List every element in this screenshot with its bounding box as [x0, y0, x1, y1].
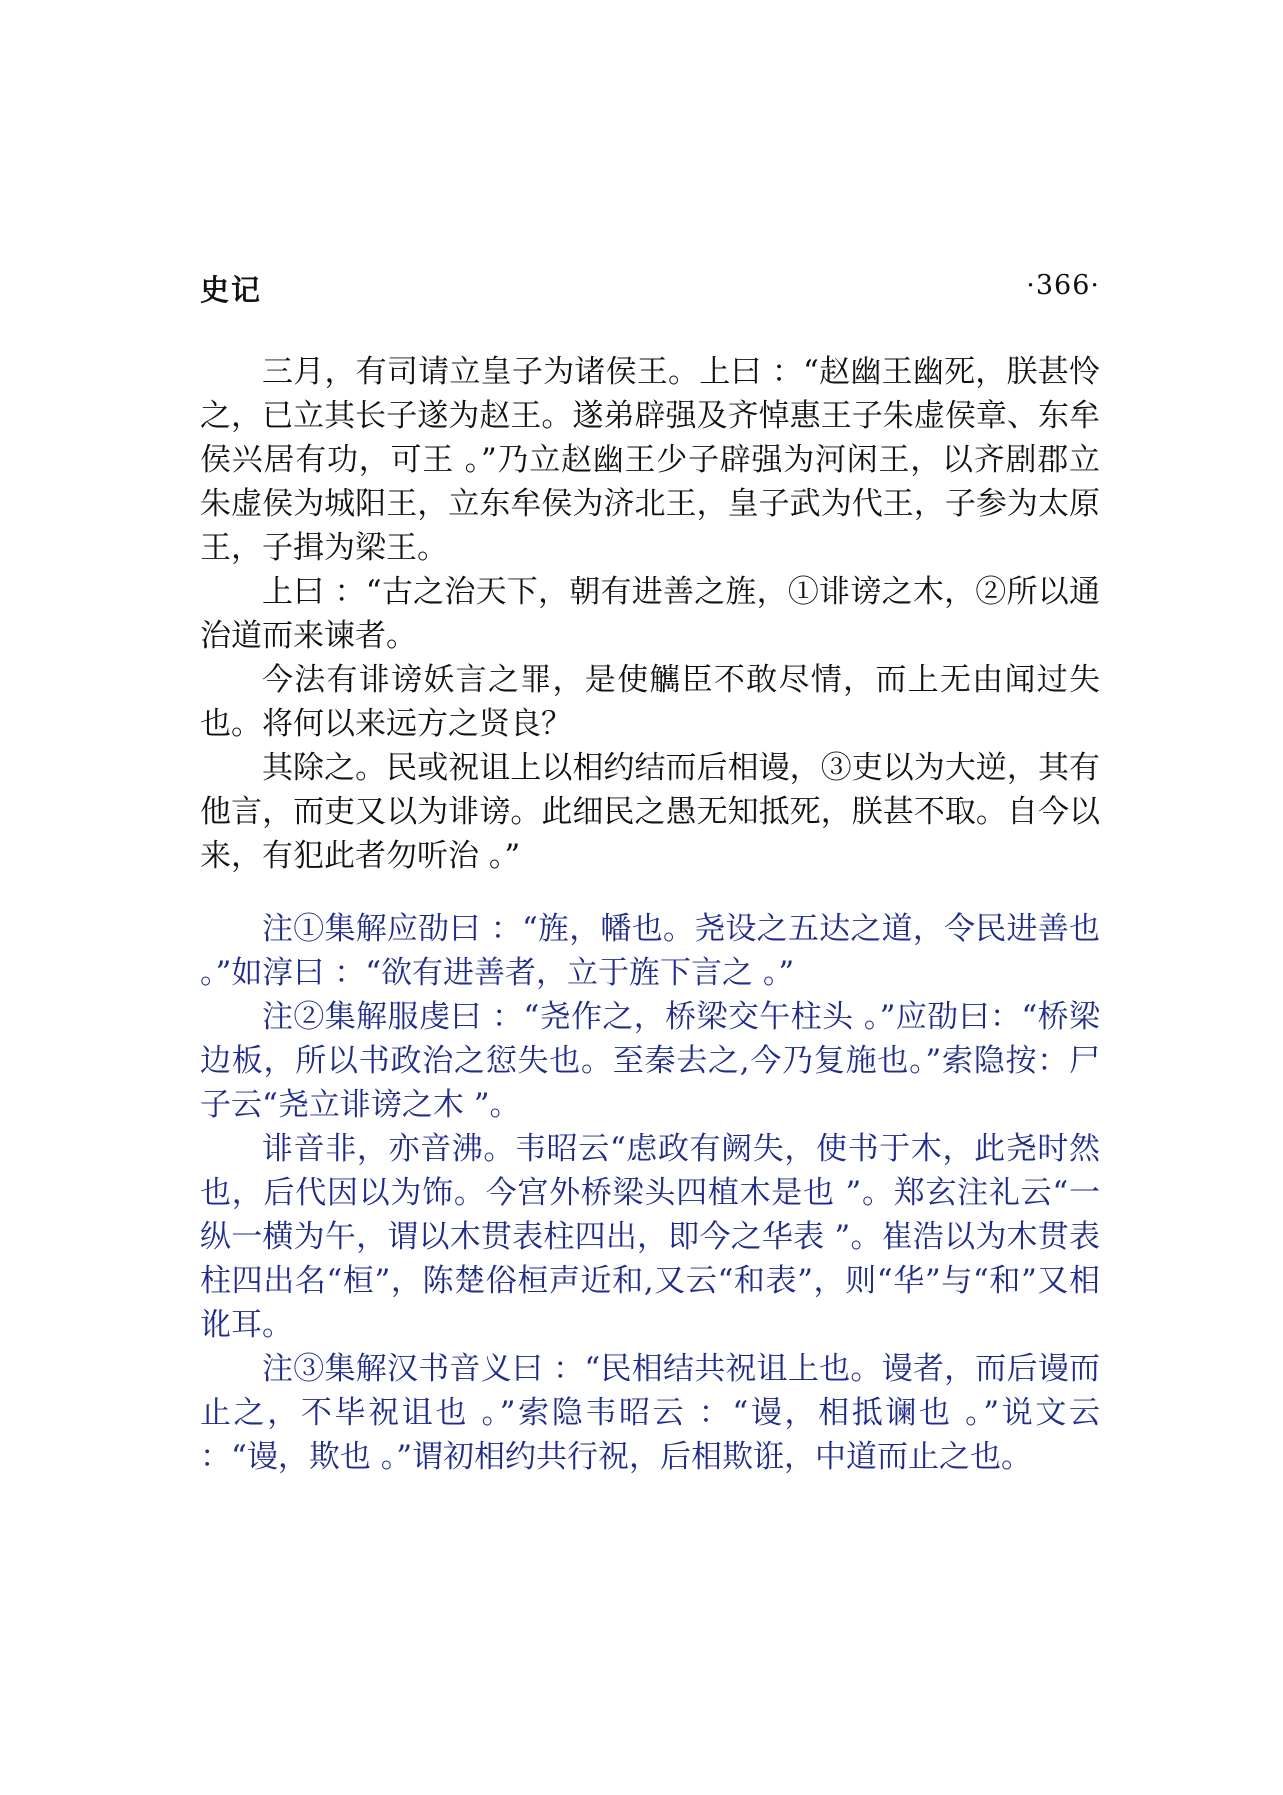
main-paragraph: 其除之。民或祝诅上以相约结而后相谩，③吏以为大逆，其有他言，而吏又以为诽谤。此细民之愚无知抵死，朕甚不取。自今以来，有犯此者勿听治 。” [200, 750, 1100, 874]
main-text [200, 350, 1100, 878]
page-number: ·366· [1026, 270, 1100, 301]
main-paragraph: 上曰 ：“古之治天下，朝有进善之旌，①诽谤之木，②所以通治道而来谏者。 [200, 574, 1100, 654]
page-header [200, 268, 1100, 312]
annotations [200, 907, 1100, 1479]
note-paragraph: 诽音非，亦音沸。韦昭云“虑政有阙失，使书于木，此尧时然也，后代因以为饰。今宫外桥梁头四植木是也 ”。郑玄注礼云“一纵一横为午，谓以木贯表柱四出，即今之华表 ”。崔浩以为木贯表柱四出名“桓”，陈楚俗桓声近和,又云“和表”，则“华”与“和”又相讹耳。 [200, 1131, 1100, 1343]
book-title: 史记 [200, 273, 263, 307]
main-paragraph: 三月，有司请立皇子为诸侯王。上曰 ：“赵幽王幽死，朕甚怜之，已立其长子遂为赵王。遂弟辟强及齐悼惠王子朱虚侯章、东牟侯兴居有功，可王 。”乃立赵幽王少子辟强为河闲王，以齐剧郡立朱虚侯为城阳王，立东牟侯为济北王，皇子武为代王，子参为太原王，子揖为梁王。 [200, 354, 1100, 566]
note-paragraph: 注①集解应劭曰 ：“旌，幡也。尧设之五达之道，令民进善也 。”如淳曰 ：“欲有进善者，立于旌下言之 。” [200, 911, 1100, 991]
main-paragraph: 今法有诽谤妖言之罪，是使觽臣不敢尽情，而上无由闻过失也。将何以来远方之贤良？ [200, 662, 1100, 742]
note-paragraph: 注②集解服虔曰 ：“尧作之，桥梁交午柱头 。”应劭曰：“桥梁边板，所以书政治之愆失也。至秦去之,今乃复施也。”索隐按：尸子云“尧立诽谤之木 ”。 [200, 999, 1100, 1123]
note-paragraph: 注③集解汉书音义曰 ：“民相结共祝诅上也。谩者，而后谩而止之，不毕祝诅也 。”索隐韦昭云 ：“谩，相抵谰也 。”说文云 ：“谩，欺也 。”谓初相约共行祝，后相欺诳，中道而止之也。 [200, 1351, 1100, 1475]
